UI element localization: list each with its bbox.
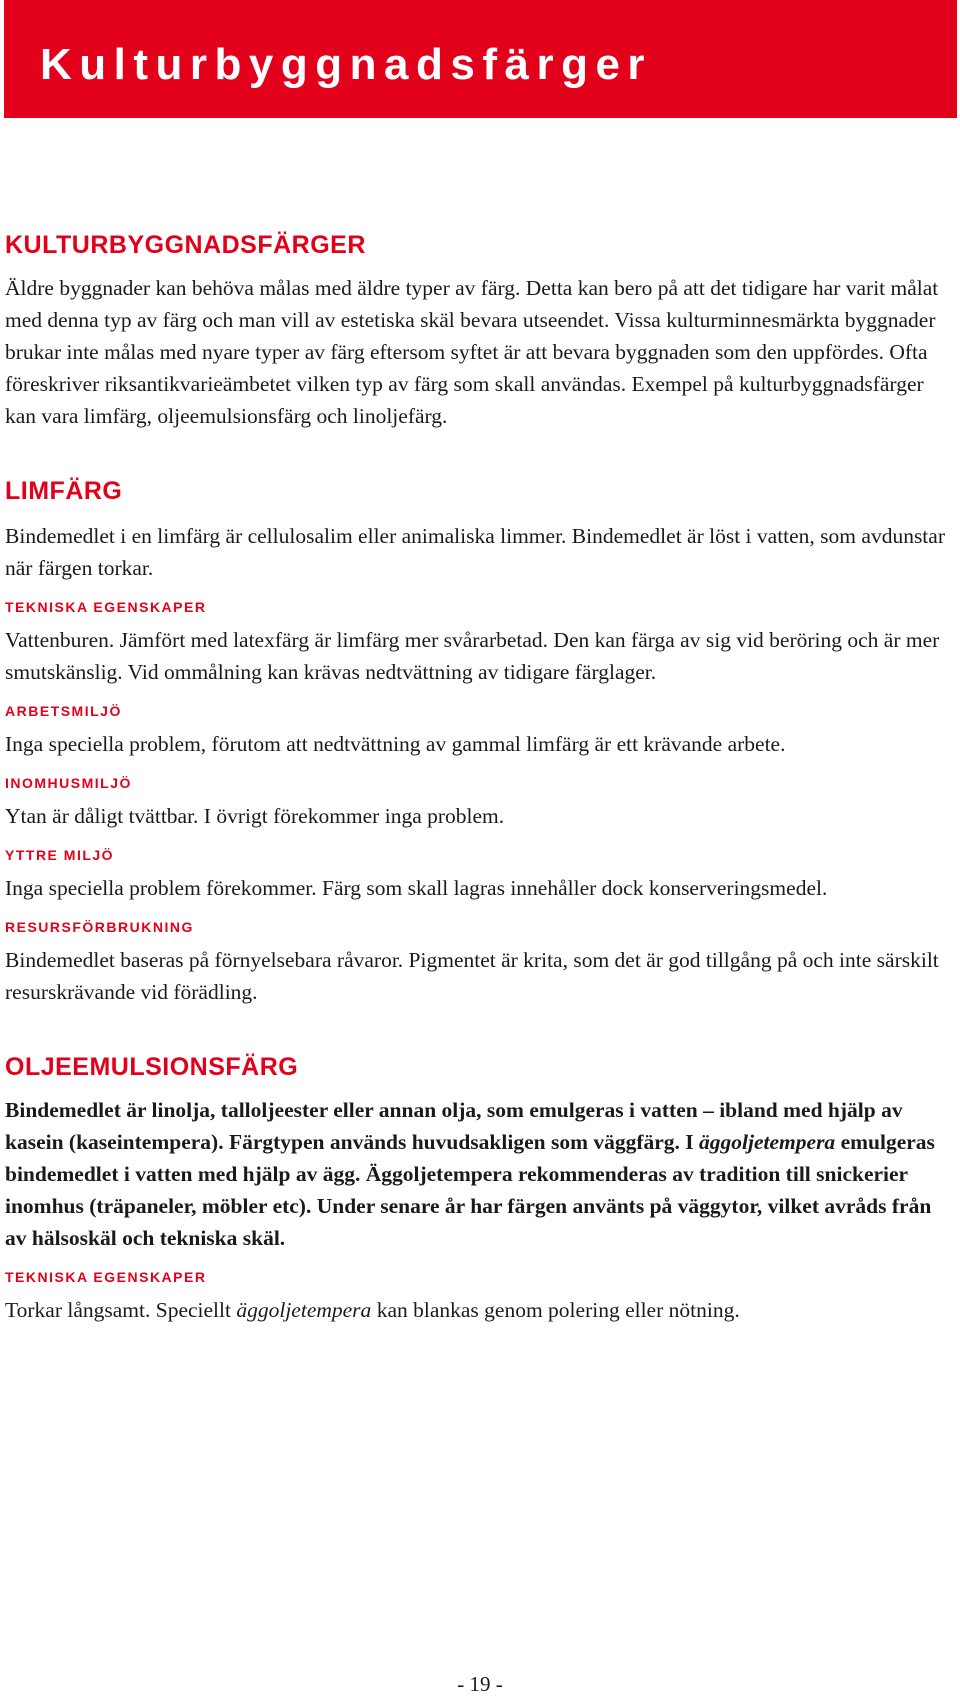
paragraph-kulturbyggnadsfarger: Äldre byggnader kan behöva målas med äldre typer av färg. Detta kan bero på att det tidigare har varit målat med denna typ av färg och man vill av estetiska skäl bevara utseendet. Vissa kulturminnesmärkta byggnader brukar inte målas med nyare typer av färg eftersom syftet är att bevara byggnaden som den uppfördes. Ofta föreskriver riksantikvarieämbetet vilken typ av färg som skall användas. Exempel på kulturbyggnadsfärger kan vara limfärg, oljeemulsionsfärg och linoljefärg. [5, 276, 939, 428]
paragraph-oljeemulsionsfarg-intro [5, 1094, 957, 1254]
subheading-tekniska-egenskaper-olje: TEKNISKA EGENSKAPER [5, 1269, 207, 1285]
text-run: Torkar långsamt. Speciellt [5, 1298, 237, 1322]
subheading-tekniska-egenskaper: TEKNISKA EGENSKAPER [5, 599, 207, 615]
paragraph-tekniska-egenskaper: Vattenburen. Jämfört med latexfärg är limfärg mer svårarbetad. Den kan färga av sig vid beröring och är mer smutskänslig. Vid ommålning kan krävas nedtvättning av tidigare färglager. [5, 628, 940, 684]
paragraph-inomhusmiljo: Ytan är dåligt tvättbar. I övrigt förekommer inga problem. [5, 804, 505, 828]
subheading-yttre-miljo: YTTRE MILJÖ [5, 847, 115, 863]
paragraph-limfarg-intro: Bindemedlet i en limfärg är cellulosalim eller animaliska limmer. Bindemedlet är löst i vatten, som avdunstar när färgen torkar. [5, 524, 945, 580]
title-banner [4, 0, 957, 118]
page-title: Kulturbyggnadsfärger [40, 40, 653, 89]
document-body [5, 230, 957, 1326]
subheading-arbetsmiljo: ARBETSMILJÖ [5, 703, 122, 719]
paragraph-arbetsmiljo: Inga speciella problem, förutom att nedtvättning av gammal limfärg är ett krävande arbete. [5, 732, 786, 756]
heading-limfarg: LIMFÄRG [5, 477, 123, 505]
text-run: kan blankas genom polering eller nötning. [371, 1298, 740, 1322]
paragraph-yttre-miljo: Inga speciella problem förekommer. Färg som skall lagras innehåller dock konserveringsmedel. [5, 876, 828, 900]
emphasis-aggoljetempera: äggoljetempera [699, 1130, 836, 1154]
paragraph-tekniska-egenskaper-olje [5, 1294, 957, 1326]
text-run: emulgeras bindemedlet i vatten med hjälp av ägg. Äggoljetempera rekommenderas av tradition till snickerier inomhus (träpaneler, möbler etc). Under senare år har färgen använts på väggytor, vilket avråds från av hälsoskäl och tekniska skäl. [5, 1130, 935, 1250]
text-run: Bindemedlet är linolja, talloljeester eller annan olja, som emulgeras i vatten – ibland med hjälp av kasein (kaseintempera). Färgtypen används huvudsakligen som väggfärg. I [5, 1098, 903, 1154]
heading-kulturbyggnadsfarger: KULTURBYGGNADSFÄRGER [5, 231, 366, 259]
heading-oljeemulsionsfarg: OLJEEMULSIONSFÄRG [5, 1053, 299, 1081]
paragraph-resursforbrukning: Bindemedlet baseras på förnyelsebara råvaror. Pigmentet är krita, som det är god tillgång på och inte särskilt resurskrävande vid förädling. [5, 948, 939, 1004]
subheading-inomhusmiljo: INOMHUSMILJÖ [5, 775, 132, 791]
subheading-resursforbrukning: RESURSFÖRBRUKNING [5, 919, 194, 935]
page-number: - 19 - [457, 1672, 503, 1696]
emphasis-aggoljetempera: äggoljetempera [236, 1298, 372, 1322]
